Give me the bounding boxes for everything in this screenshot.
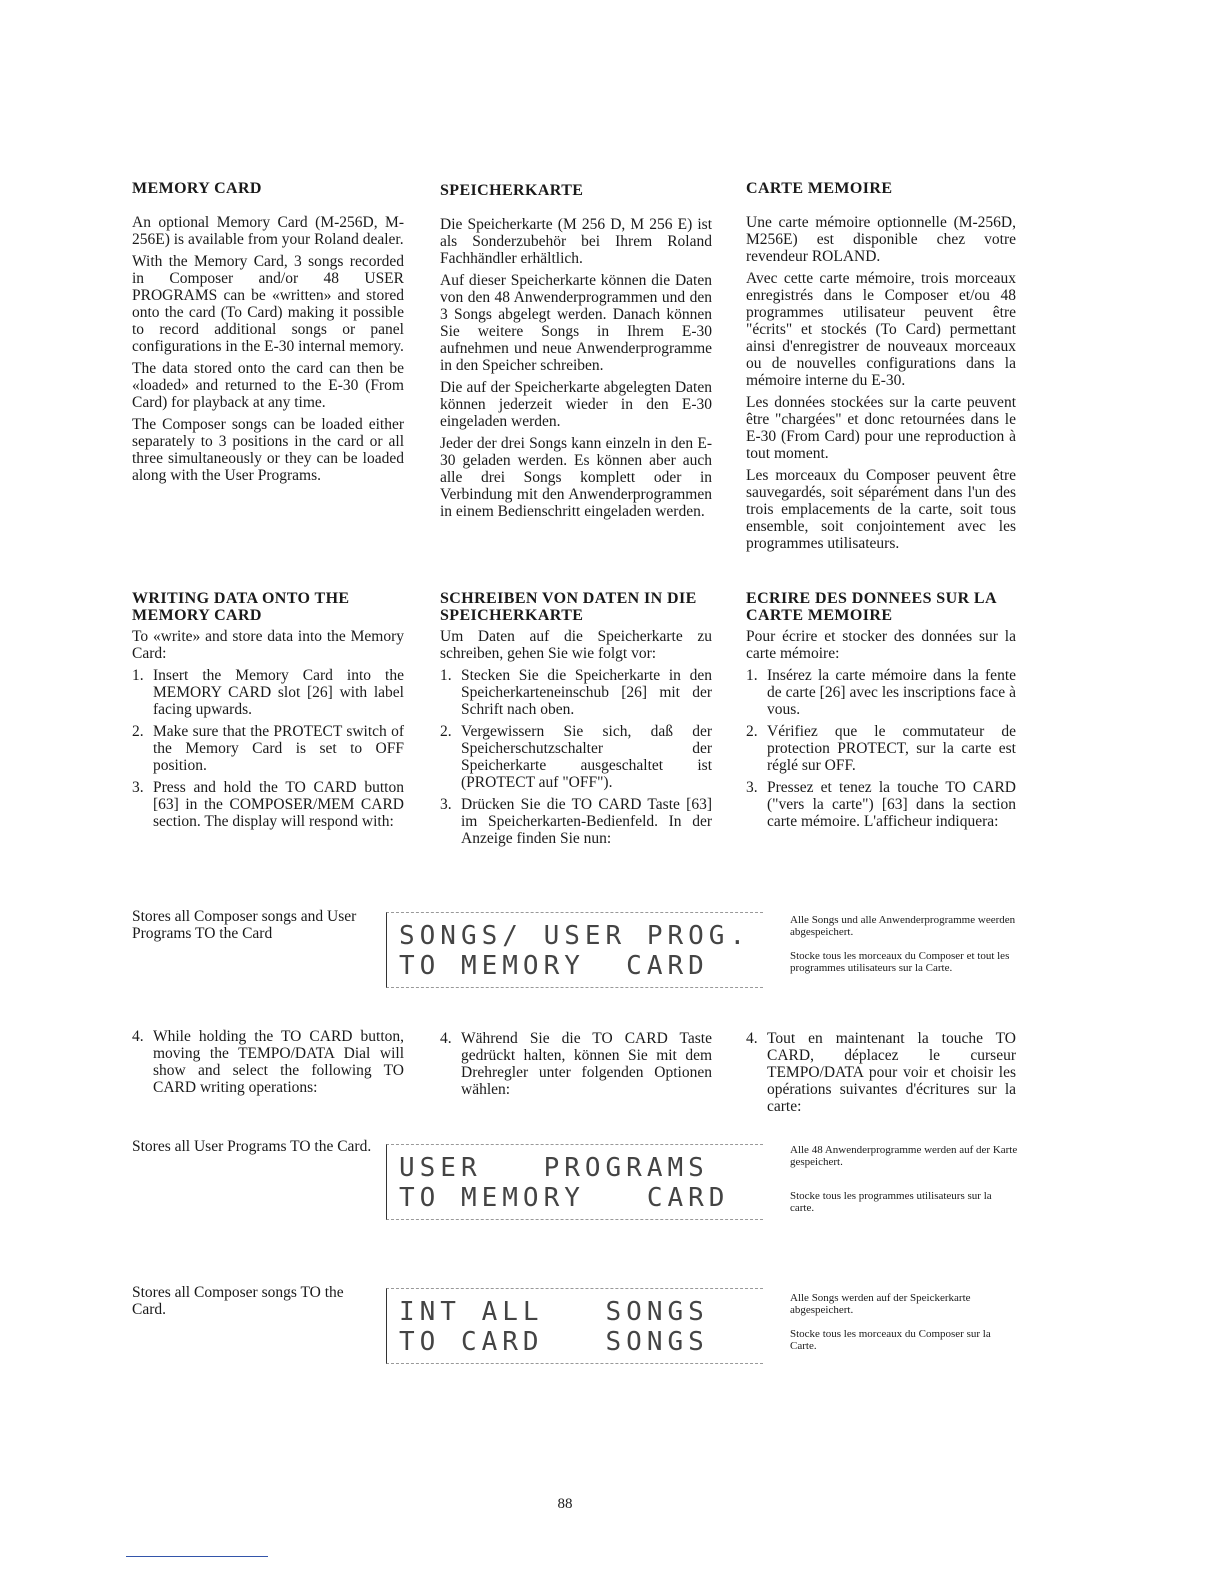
paragraph: Die auf der Speicherkarte abgelegten Daten können jederzeit wieder in den E-30 eingeladen werden. xyxy=(440,379,712,430)
column-french-writing xyxy=(746,590,1016,835)
paragraph: Les données stockées sur la carte peuvent être "chargées" et donc retournées dans le E-30 (From Card) pour une reproduction à tout moment. xyxy=(746,394,1016,462)
lcd-line: TO MEMORY CARD xyxy=(399,1183,730,1213)
list-item: 1. Stecken Sie die Speicherkarte in den Speicherkarteneinschub [26] mit der Schrift nach oben. xyxy=(440,667,712,718)
paragraph: An optional Memory Card (M-256D, M-256E) is available from your Roland dealer. xyxy=(132,214,404,248)
lcd-display xyxy=(386,912,763,988)
column-english xyxy=(132,180,404,489)
note-french: Stocke tous les morceaux du Composer sur la Carte. xyxy=(790,1328,991,1352)
paragraph: Une carte mémoire optionnelle (M-256D, M256E) est disponible chez votre revendeur ROLAND. xyxy=(746,214,1016,265)
display-note xyxy=(790,914,1018,986)
paragraph: Avec cette carte mémoire, trois morceaux enregistrés dans le Composer et/ou 48 programmes utilisateur peuvent être "écrits" et stockés (To Card) permettant ainsi d'enregistrer de nouveaux morceaux ou de nouvelles configurations dans la mémoire interne du E-30. xyxy=(746,270,1016,389)
display-label: Stores all User Programs TO the Card. xyxy=(132,1138,372,1155)
step-4-german xyxy=(440,1030,712,1103)
section-title: CARTE MEMOIRE xyxy=(746,180,893,197)
column-german xyxy=(440,182,712,525)
step-4-french xyxy=(746,1030,1016,1120)
list-item: 1. Insert the Memory Card into the MEMORY CARD slot [26] with label facing upwards. xyxy=(132,667,404,718)
lcd-line: TO CARD SONGS xyxy=(399,1327,709,1357)
note-french: Stocke tous les programmes utilisateurs sur la carte. xyxy=(790,1190,992,1214)
steps-list xyxy=(440,667,712,847)
list-item: 4. Tout en maintenant la touche TO CARD, déplacez le curseur TEMPO/DATA pour voir et choisir les opérations suivantes d'écritures sur la carte: xyxy=(746,1030,1016,1115)
paragraph: Jeder der drei Songs kann einzeln in den E-30 geladen werden. Es können aber auch alle drei Songs komplett oder in Verbindung mit den Anwenderprogrammen in einem Bedienschritt eingeladen werden. xyxy=(440,435,712,520)
intro-text: To «write» and store data into the Memory Card: xyxy=(132,628,404,662)
list-item: 2. Vergewissern Sie sich, daß der Speicherschutzschalter der Speicherkarte ausgeschaltet ist (PROTECT auf "OFF"). xyxy=(440,723,712,791)
section-title: SPEICHERKARTE xyxy=(440,182,584,199)
note-french: Stocke tous les morceaux du Composer et tout les programmes utilisateurs sur la Carte. xyxy=(790,950,1010,974)
section-title: ECRIRE DES DONNEES SUR LA CARTE MEMOIRE xyxy=(746,590,997,624)
lcd-display xyxy=(386,1288,763,1364)
steps-list xyxy=(440,1030,712,1098)
display-label: Stores all Composer songs TO the Card. xyxy=(132,1284,344,1318)
lcd-display xyxy=(386,1144,763,1220)
list-item: 2. Make sure that the PROTECT switch of the Memory Card is set to OFF position. xyxy=(132,723,404,774)
lcd-line: TO MEMORY CARD xyxy=(399,951,709,981)
intro-text: Pour écrire et stocker des données sur la carte mémoire: xyxy=(746,628,1016,662)
paragraph: The data stored onto the card can then be «loaded» and returned to the E-30 (From Card) for playback at any time. xyxy=(132,360,404,411)
list-item: 3. Press and hold the TO CARD button [63] in the COMPOSER/MEM CARD section. The display will respond with: xyxy=(132,779,404,830)
column-french xyxy=(746,180,1016,557)
lcd-line: USER PROGRAMS xyxy=(399,1153,709,1183)
steps-list xyxy=(132,1028,404,1096)
paragraph: With the Memory Card, 3 songs recorded in Composer and/or 48 USER PROGRAMS can be «written» and stored onto the card (To Card) making it possible to record additional songs or panel configurations in the E-30 internal memory. xyxy=(132,253,404,355)
display-label: Stores all Composer songs and User Programs TO the Card xyxy=(132,908,357,942)
column-german-writing xyxy=(440,590,712,852)
steps-list xyxy=(746,667,1016,830)
section-title: MEMORY CARD xyxy=(132,180,262,197)
lcd-line: INT ALL SONGS xyxy=(399,1297,709,1327)
paragraph: Die Speicherkarte (M 256 D, M 256 E) ist als Sonderzubehör bei Ihrem Roland Fachhändler erhältlich. xyxy=(440,216,712,267)
note-german: Alle Songs werden auf der Speickerkarte abgespeichert. xyxy=(790,1292,971,1316)
lcd-line: SONGS/ USER PROG. xyxy=(399,921,751,951)
column-english-writing xyxy=(132,590,404,835)
list-item: 3. Drücken Sie die TO CARD Taste [63] im Speicherkarten-Bedienfeld. In der Anzeige finden Sie nun: xyxy=(440,796,712,847)
intro-text: Um Daten auf die Speicherkarte zu schreiben, gehen Sie wie folgt vor: xyxy=(440,628,712,662)
note-german: Alle Songs und alle Anwenderprogramme weerden abgespeichert. xyxy=(790,914,1016,938)
list-item: 1. Insérez la carte mémoire dans la fente de carte [26] avec les inscriptions face à vous. xyxy=(746,667,1016,718)
steps-list xyxy=(746,1030,1016,1115)
list-item: 4. Während Sie die TO CARD Taste gedrückt halten, können Sie mit dem Drehregler unter folgenden Optionen wählen: xyxy=(440,1030,712,1098)
footer-rule xyxy=(126,1556,268,1557)
step-4-english xyxy=(132,1028,404,1101)
display-note xyxy=(790,1144,1018,1226)
steps-list xyxy=(132,667,404,830)
list-item: 2. Vérifiez que le commutateur de protection PROTECT, sur la carte est réglé sur OFF. xyxy=(746,723,1016,774)
list-item: 3. Pressez et tenez la touche TO CARD ("vers la carte") [63] dans la section carte mémoire. L'afficheur indiquera: xyxy=(746,779,1016,830)
section-title: SCHREIBEN VON DATEN IN DIE SPEICHERKARTE xyxy=(440,590,697,624)
note-german: Alle 48 Anwenderprogramme werden auf der Karte gespeichert. xyxy=(790,1144,1018,1168)
page-number: 88 xyxy=(557,1496,573,1512)
display-note xyxy=(790,1292,1018,1364)
list-item: 4. While holding the TO CARD button, moving the TEMPO/DATA Dial will show and select the following TO CARD writing operations: xyxy=(132,1028,404,1096)
section-title: WRITING DATA ONTO THE MEMORY CARD xyxy=(132,590,350,624)
paragraph: Les morceaux du Composer peuvent être sauvegardés, soit séparément dans l'un des trois emplacements de la carte, soit tous ensemble, soit conjointement avec les programmes utilisateurs. xyxy=(746,467,1016,552)
paragraph: Auf dieser Speicherkarte können die Daten von den 48 Anwenderprogrammen und den 3 Songs abgelegt werden. Danach können Sie weitere Songs in Ihrem E-30 aufnehmen und neue Anwenderprogramme in den Speicher schreiben. xyxy=(440,272,712,374)
paragraph: The Composer songs can be loaded either separately to 3 positions in the card or all three simultaneously or they can be loaded along with the User Programs. xyxy=(132,416,404,484)
